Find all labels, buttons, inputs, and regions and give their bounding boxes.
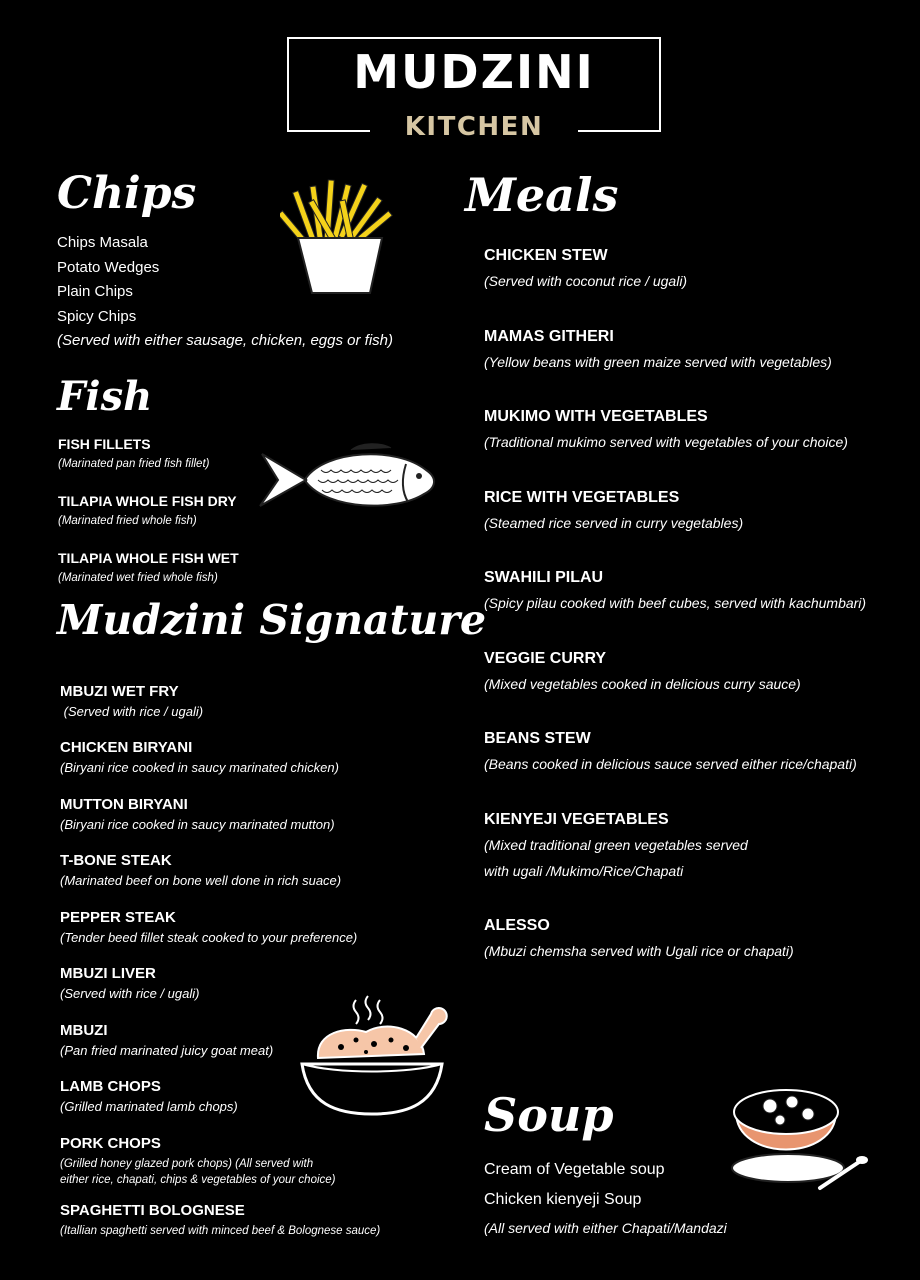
meal-item-desc: (Traditional mukimo served with vegetables of your choice) [484,434,848,450]
signature-item-desc: (Grilled marinated lamb chops) [60,1099,238,1114]
signature-item-desc: (Pan fried marinated juicy goat meat) [60,1042,274,1058]
meal-item-desc: (Beans cooked in delicious sauce served either rice/chapati) [484,756,857,772]
fish-item-desc: (Marinated pan fried fish fillet) [58,458,210,470]
soup-heading: Soup [484,1088,614,1142]
meal-item-desc: (Steamed rice served in curry vegetables) [484,514,744,531]
list-item [60,909,440,966]
meal-item-name: ALESSO [484,916,550,934]
chips-item: Potato Wedges [57,258,160,276]
meal-item-name: MUKIMO WITH VEGETABLES [484,408,708,425]
list-item [484,649,904,730]
fish-item-name: TILAPIA WHOLE FISH DRY [58,493,237,509]
signature-list [60,683,440,1239]
signature-item-desc: (Biryani rice cooked in saucy marinated chicken) [60,760,339,775]
list-item [484,568,904,649]
meal-item-desc-2: with ugali /Mukimo/Rice/Chapati [484,862,684,879]
rice-bowl-icon [296,992,448,1118]
meal-item-desc: (Mixed traditional green vegetables served [484,836,748,853]
meal-item-name: RICE WITH VEGETABLES [484,488,680,506]
meal-item-name: KIENYEJI VEGETABLES [484,810,669,828]
signature-item-name: MBUZI [60,1021,108,1039]
meal-item-desc: (Spicy pilau cooked with beef cubes, served with kachumbari) [484,595,867,611]
meal-item-name: SWAHILI PILAU [484,569,604,586]
meal-item-desc: (Mbuzi chemsha served with Ugali rice or chapati) [484,942,794,959]
logo-subtitle: KITCHEN [404,112,544,142]
chips-note: (Served with either sausage, chicken, eggs or fish) [57,332,393,349]
signature-item-desc: (Itallian spaghetti served with minced beef & Bolognese sauce) [60,1224,381,1237]
fish-item-desc: (Marinated fried whole fish) [58,515,197,527]
meal-item-name: MAMAS GITHERI [484,327,614,345]
signature-item-name: MUTTON BIRYANI [60,795,188,813]
signature-item-name: T-BONE STEAK [60,852,172,869]
fries-icon [280,178,400,298]
signature-heading: Mudzini Signature [57,596,487,644]
signature-item-name: SPAGHETTI BOLOGNESE [60,1201,245,1219]
list-item [60,683,440,739]
list-item [58,549,298,586]
signature-item-name: PORK CHOPS [60,1134,161,1152]
logo-title: MUDZINI [353,45,595,99]
signature-item-name: MBUZI LIVER [60,965,156,982]
list-item [60,1135,440,1202]
list-item [484,916,904,965]
fish-item-name: TILAPIA WHOLE FISH WET [58,550,239,566]
meal-item-name: VEGGIE CURRY [484,649,607,667]
signature-item-desc: (Biryani rice cooked in saucy marinated mutton) [60,816,335,832]
signature-item-desc: (Marinated beef on bone well done in rich suace) [60,873,342,888]
soup-item: Chicken kienyeji Soup [484,1191,642,1208]
soup-bowl-icon [728,1076,868,1211]
chips-item: Plain Chips [57,283,133,300]
fish-item-desc: (Marinated wet fried whole fish) [58,572,218,584]
list-item [484,729,904,810]
signature-item-desc: (Served with rice / ugali) [60,704,204,719]
meals-heading: Meals [465,168,619,222]
list-item [60,852,440,909]
list-item [60,1202,440,1239]
signature-item-desc: (Grilled honey glazed pork chops) (All served with [60,1157,314,1170]
meal-item-desc: (Mixed vegetables cooked in delicious curry sauce) [484,675,801,692]
meal-item-desc: (Yellow beans with green maize served with vegetables) [484,353,832,370]
meals-list [484,246,904,965]
list-item [484,327,904,408]
fish-icon [256,440,441,518]
signature-item-name: CHICKEN BIRYANI [60,739,193,756]
list-item [484,246,904,327]
list-item [60,739,440,796]
signature-item-desc: (Tender beed fillet steak cooked to your preference) [60,929,358,945]
list-item [484,488,904,569]
meal-item-desc: (Served with coconut rice / ugali) [484,273,688,289]
signature-item-desc-2: either rice, chapati, chips & vegetables of your choice) [60,1173,336,1186]
list-item [484,407,904,488]
fish-item-name: FISH FILLETS [58,436,151,452]
signature-item-name: LAMB CHOPS [60,1078,161,1095]
signature-item-desc: (Served with rice / ugali) [60,986,200,1001]
chips-item: Spicy Chips [57,307,137,325]
list-item [60,796,440,853]
signature-item-name: MBUZI WET FRY [60,683,179,700]
chips-item: Chips Masala [57,234,148,251]
meal-item-name: BEANS STEW [484,730,591,747]
soup-item: Cream of Vegetable soup [484,1161,665,1178]
meal-item-name: CHICKEN STEW [484,247,608,264]
signature-item-name: PEPPER STEAK [60,908,176,926]
chips-heading: Chips [57,168,197,219]
fish-heading: Fish [57,373,153,420]
list-item [484,810,904,916]
soup-note: (All served with either Chapati/Mandazi [484,1220,727,1236]
